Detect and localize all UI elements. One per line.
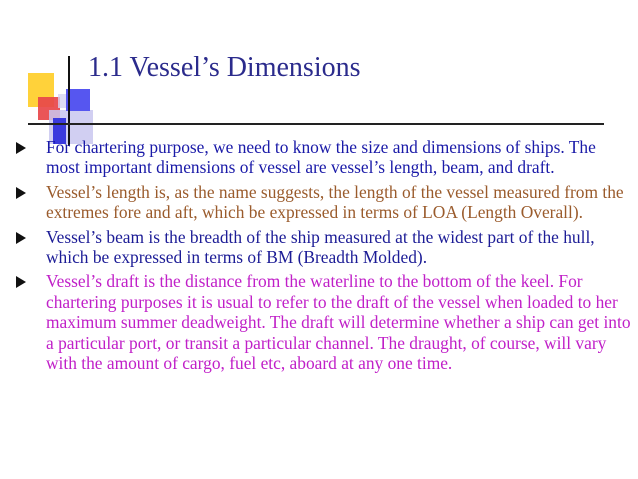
square-bullet-icon [16,276,26,288]
bullet-text: For chartering purpose, we need to know the size and dimensions of ships. The most important dimensions of vessel are vessel’s length, beam, and draft. [46,137,596,178]
bullet-text: Vessel’s beam is the breadth of the ship measured at the widest part of the hull, which be expressed in terms of BM (Breadth Molded). [46,226,595,268]
bullet-text: Vessel’s draft is the distance from the waterline to the bottom of the keel. For chartering purposes it is usual to refer to the draft of the vessel when loaded to her maximum summer deadweight. The draft will determine whether a ship can get into a particular port, or transit a particular channel. The draught, of course, will vary with the amount of cargo, fuel etc, aboard at any one time. [46,271,631,374]
slide-title: 1.1 Vessel’s Dimensions [88,52,361,83]
bullet-item [6,271,632,373]
square-bullet-icon [16,142,26,154]
square-bullet-icon [16,187,26,199]
bullet-list [6,137,632,377]
bullet-item [6,182,632,223]
title-underline [28,123,604,125]
bullet-item [6,227,632,268]
bullet-text: Vessel’s length is, as the name suggests, the length of the vessel measured from the extremes fore and aft, which be expressed in terms of LOA (Length Overall). [46,181,624,223]
bullet-item [6,137,632,178]
square-bullet-icon [16,232,26,244]
decorative-vertical-line [68,56,70,146]
